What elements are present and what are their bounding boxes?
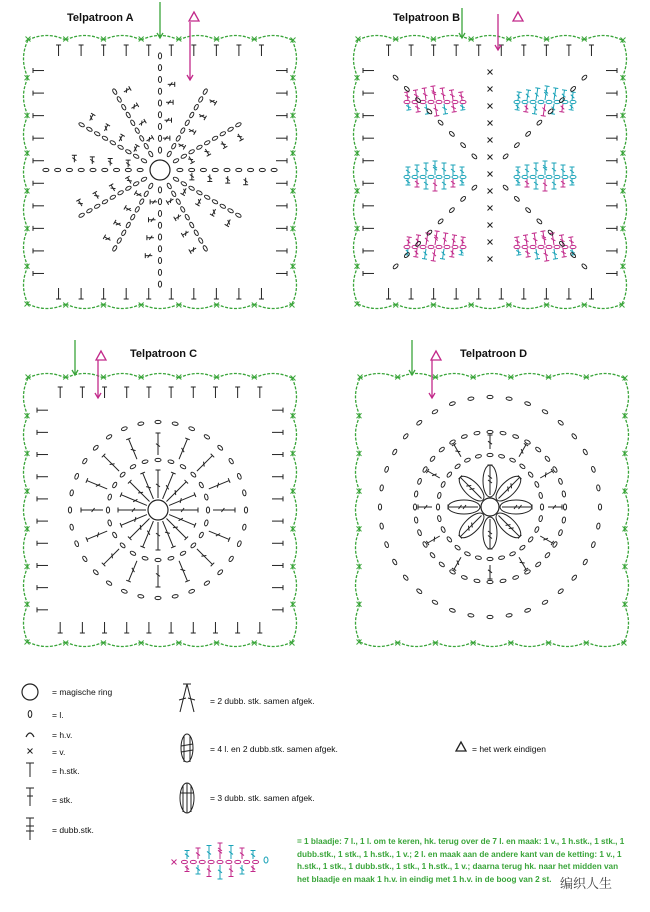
- legend-tr: = dubb.stk.: [52, 825, 94, 835]
- legend-ch4-tr2tog: = 4 l. en 2 dubb.stk. samen afgek.: [210, 744, 338, 754]
- pattern-b: [354, 8, 627, 309]
- title-c: Telpatroon C: [130, 348, 198, 360]
- legend-magic-ring: = magische ring: [52, 687, 113, 697]
- legend-sc: = v.: [52, 747, 66, 757]
- legend-hdc: = h.stk.: [52, 766, 80, 776]
- pattern-d: [356, 340, 629, 647]
- legend-dc: = stk.: [52, 795, 73, 805]
- legend-tr2tog: = 2 dubb. stk. samen afgek.: [210, 696, 315, 706]
- legend-slip: = h.v.: [52, 730, 73, 740]
- leaf-description-part2: eindig met 1 h.v. in de boog van 2 st.: [409, 874, 552, 884]
- pattern-a: [24, 2, 297, 309]
- title-a: Telpatroon A: [67, 12, 134, 24]
- legend-tr3tog: = 3 dubb. stk. samen afgek.: [210, 793, 315, 803]
- title-d: Telpatroon D: [460, 348, 528, 360]
- title-b: Telpatroon B: [393, 12, 461, 24]
- legend-end: = het werk eindigen: [472, 744, 546, 754]
- pattern-c: [24, 340, 297, 647]
- watermark-text: 编织人生: [560, 876, 613, 891]
- legend-chain: = l.: [52, 710, 64, 720]
- leaf-description-part1: = 1 blaadje: 7 l., 1 l. om te keren, hk. terug over de 7 l. en maak: 1 v., 1 h.stk., 1 stk., 1 dubb.stk., 1 stk., 1 h.stk., 1 v.; 2 l. en maak aan de andere kant van de ketting: 1 v., 1 h.stk., 1 stk., 1 dubb.stk., 1 stk., 1 h.stk., 1 v.; daarna terug hk. naar het midden van het blaadje en maak 1 h.v. in: [297, 837, 625, 884]
